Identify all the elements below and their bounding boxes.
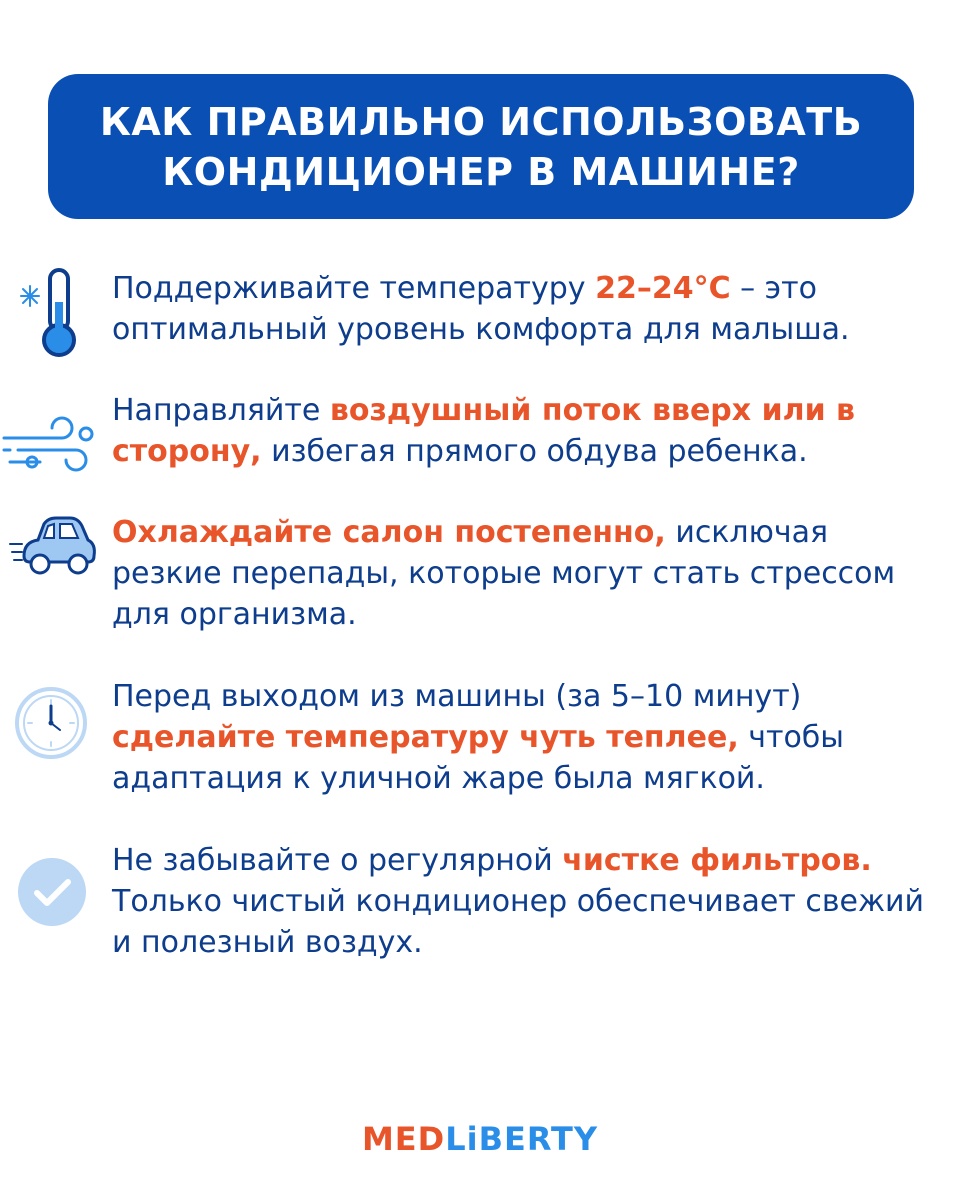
tip-highlight: 22–24°C: [595, 271, 731, 306]
checkmark-icon: [16, 856, 88, 928]
wind-icon: [0, 414, 96, 474]
tip-cooling: Охлаждайте салон постепенно, исключая резкие перепады, которые могут стать стрессом для организма.: [112, 515, 896, 632]
tip-highlight: чистке фильтров.: [562, 843, 872, 878]
tip-highlight: Охлаждайте салон постепенно,: [112, 515, 666, 550]
tip-filters: Не забывайте о регулярной чистке фильтров. Только чистый кондиционер обеспечивает свежий и полезный воздух.: [112, 843, 924, 960]
brand-logo: [0, 1120, 960, 1158]
title-line-2: КОНДИЦИОНЕР В МАШИНЕ?: [162, 149, 800, 194]
logo-part-med: MED: [361, 1120, 446, 1158]
title-line-1: КАК ПРАВИЛЬНО ИСПОЛЬЗОВАТЬ: [99, 99, 863, 144]
tip-highlight: сделайте температуру чуть теплее,: [112, 720, 739, 755]
tip-temperature: Поддерживайте температуру 22–24°C – это оптимальный уровень комфорта для малыша.: [112, 271, 850, 347]
title-banner: [48, 74, 914, 219]
thermometer-icon: [14, 266, 80, 362]
car-icon: [8, 514, 98, 578]
tip-warm-before-exit: Перед выходом из машины (за 5–10 минут) сделайте температуру чуть теплее, чтобы адаптация к уличной жаре была мягкой.: [112, 679, 844, 796]
tip-highlight: воздушный поток вверх или в сторону,: [112, 393, 856, 469]
clock-icon: [14, 686, 88, 760]
logo-part-liberty: LiBERTY: [445, 1120, 599, 1158]
tip-airflow: Направляйте воздушный поток вверх или в сторону, избегая прямого обдува ребенка.: [112, 393, 856, 469]
